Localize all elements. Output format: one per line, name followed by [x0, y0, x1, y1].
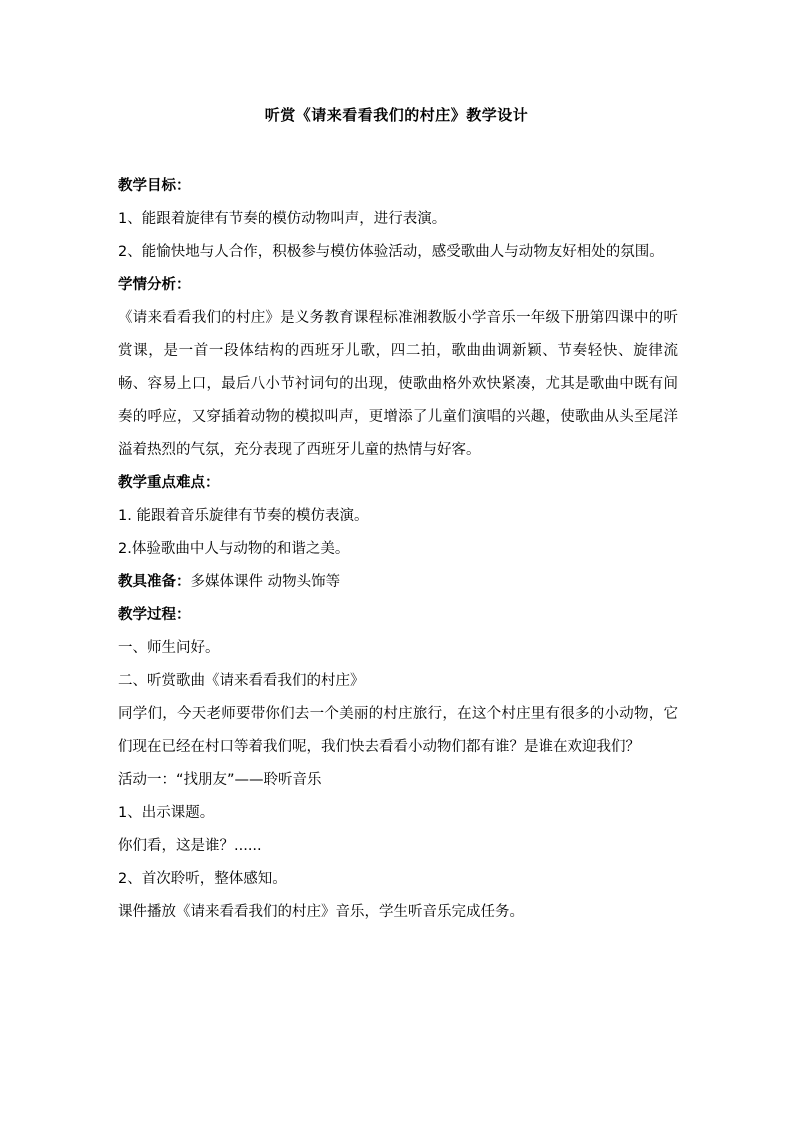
sub-step-2-text: 课件播放《请来看看我们的村庄》音乐，学生听音乐完成任务。: [118, 904, 524, 920]
goal-1: 1、能跟着旋律有节奏的模仿动物叫声，进行表演。: [118, 211, 447, 227]
step-1: 一、师生问好。: [118, 640, 220, 656]
analysis-paragraph: 《请来看看我们的村庄》是义务教育课程标准湘教版小学音乐一年级下册第四课中的听赏课，是一首一段体结构的西班牙儿歌，四二拍，歌曲曲调新颖、节奏轻快、旋律流畅、容易上口，最后八小节衬词句的出现，使歌曲格外欢快紧凑，尤其是歌曲中既有间奏的呼应，又穿插着动物的模拟叫声，更增添了儿童们演唱的兴趣，使歌曲从头至尾洋溢着热烈的气氛，充分表现了西班牙儿童的热情与好客。: [118, 310, 678, 458]
activity-1: 活动一：“找朋友”——聆听音乐: [118, 772, 322, 788]
sub-step-1: 1、出示课题。: [118, 805, 215, 821]
key-points-heading: 教学重点难点：: [118, 475, 220, 491]
teaching-aids-label: 教具准备：: [118, 574, 191, 590]
goal-2: 2、能愉快地与人合作，积极参与模仿体验活动，感受歌曲人与动物友好相处的氛围。: [118, 244, 664, 260]
teaching-aids-text: 多媒体课件 动物头饰等: [190, 574, 341, 590]
document-body: [118, 170, 678, 929]
step-2-paragraph: 同学们，今天老师要带你们去一个美丽的村庄旅行，在这个村庄里有很多的小动物，它们现在已经在村口等着我们呢，我们快去看看小动物们都有谁？是谁在欢迎我们？: [118, 706, 678, 755]
process-heading: 教学过程：: [118, 607, 191, 623]
document-title: 听赏《请来看看我们的村庄》教学设计: [264, 106, 529, 124]
step-2: 二、听赏歌曲《请来看看我们的村庄》: [118, 673, 365, 689]
analysis-heading: 学情分析：: [118, 277, 191, 293]
sub-step-1-text: 你们看，这是谁？......: [118, 838, 262, 854]
key-point-1: 1. 能跟着音乐旋律有节奏的模仿表演。: [118, 508, 369, 524]
teaching-aids: [118, 566, 678, 599]
key-point-2: 2.体验歌曲中人与动物的和谐之美。: [118, 541, 350, 557]
goals-heading: 教学目标：: [118, 178, 191, 194]
sub-step-2: 2、首次聆听，整体感知。: [118, 871, 287, 887]
